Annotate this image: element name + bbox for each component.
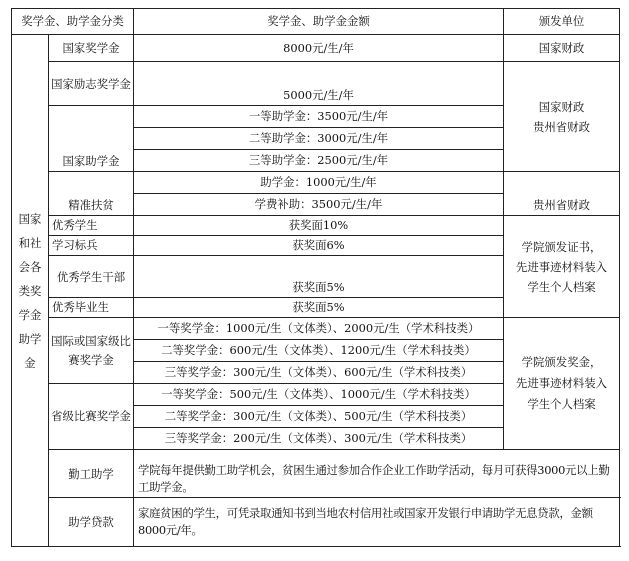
honor-amount-4: 获奖面5%	[134, 298, 504, 318]
honor-amount-3: 获奖面5%	[134, 256, 504, 298]
category-main-cell	[12, 35, 49, 547]
table-row	[12, 450, 620, 498]
issuer-national-scholarship: 国家财政	[504, 35, 620, 62]
issuer-honors: 学院颁发证书， 先进事迹材料装入 学生个人档案	[504, 216, 620, 318]
table-row	[12, 498, 620, 547]
work-study-name: 勤工助学	[49, 450, 134, 498]
grant-level-2: 二等助学金：3000元/生/年	[134, 128, 504, 150]
honor-amount-1: 获奖面10%	[134, 216, 504, 236]
honor-amount-2: 获奖面6%	[134, 236, 504, 256]
issuer-poverty: 贵州省财政	[504, 172, 620, 216]
header-row	[12, 9, 620, 35]
table-row	[12, 35, 620, 62]
item-name-national-scholarship: 国家奖学金	[49, 35, 134, 62]
loan-text: 家庭贫困的学生，可凭录取通知书到当地农村信用社或国家开发银行申请助学无息贷款，金额8000元/年。	[134, 498, 620, 547]
item-name-competition-national: 国际或国家级比赛奖学金	[49, 318, 134, 384]
honor-name-1: 优秀学生	[49, 216, 134, 236]
competition-national-level-2: 二等奖学金：600元/生（文体类）、1200元/生（学术科技类）	[134, 340, 504, 362]
category-main-label: 国家和社会各类奖学金助学金	[18, 211, 42, 370]
header-amount: 奖学金、助学金金额	[134, 9, 504, 35]
competition-national-level-3: 三等奖学金：300元/生（文体类）、600元/生（学术科技类）	[134, 362, 504, 384]
scholarship-table	[11, 8, 620, 547]
poverty-line-1: 助学金：1000元/生/年	[134, 172, 504, 194]
competition-provincial-level-1: 一等奖学金：500元/生（文体类）、1000元/生（学术科技类）	[134, 384, 504, 406]
honor-name-4: 优秀毕业生	[49, 298, 134, 318]
table-row	[12, 318, 620, 340]
issuer-national: 国家财政 贵州省财政	[504, 62, 620, 172]
issuer-competition: 学院颁发奖金， 先进事迹材料装入 学生个人档案	[504, 318, 620, 450]
item-amount-national-encouragement: 5000元/生/年	[134, 62, 504, 106]
table-row	[12, 62, 620, 106]
table-row	[12, 216, 620, 236]
item-name-poverty: 精准扶贫	[49, 172, 134, 216]
loan-name: 助学贷款	[49, 498, 134, 547]
competition-national-level-1: 一等奖学金：1000元/生（文体类）、2000元/生（学术科技类）	[134, 318, 504, 340]
grant-level-1: 一等助学金：3500元/生/年	[134, 106, 504, 128]
honor-name-2: 学习标兵	[49, 236, 134, 256]
item-name-national-grant: 国家助学金	[49, 106, 134, 172]
work-study-text: 学院每年提供勤工助学机会，贫困生通过参加合作企业工作助学活动，每月可获得3000元以上勤工助学金。	[134, 450, 620, 498]
competition-provincial-level-3: 三等奖学金：200元/生（文体类）、300元/生（学术科技类）	[134, 428, 504, 450]
honor-name-3: 优秀学生干部	[49, 256, 134, 298]
item-name-national-encouragement: 国家励志奖学金	[49, 62, 134, 106]
competition-provincial-level-2: 二等奖学金：300元/生（文体类）、500元/生（学术科技类）	[134, 406, 504, 428]
header-category: 奖学金、助学金分类	[12, 9, 134, 35]
item-name-competition-provincial: 省级比赛奖学金	[49, 384, 134, 450]
table-row	[12, 172, 620, 194]
item-amount-national-scholarship: 8000元/生/年	[134, 35, 504, 62]
header-issuer: 颁发单位	[504, 9, 620, 35]
grant-level-3: 三等助学金：2500元/生/年	[134, 150, 504, 172]
scholarship-table-container	[11, 8, 620, 547]
poverty-line-2: 学费补助：3500元/生/年	[134, 194, 504, 216]
